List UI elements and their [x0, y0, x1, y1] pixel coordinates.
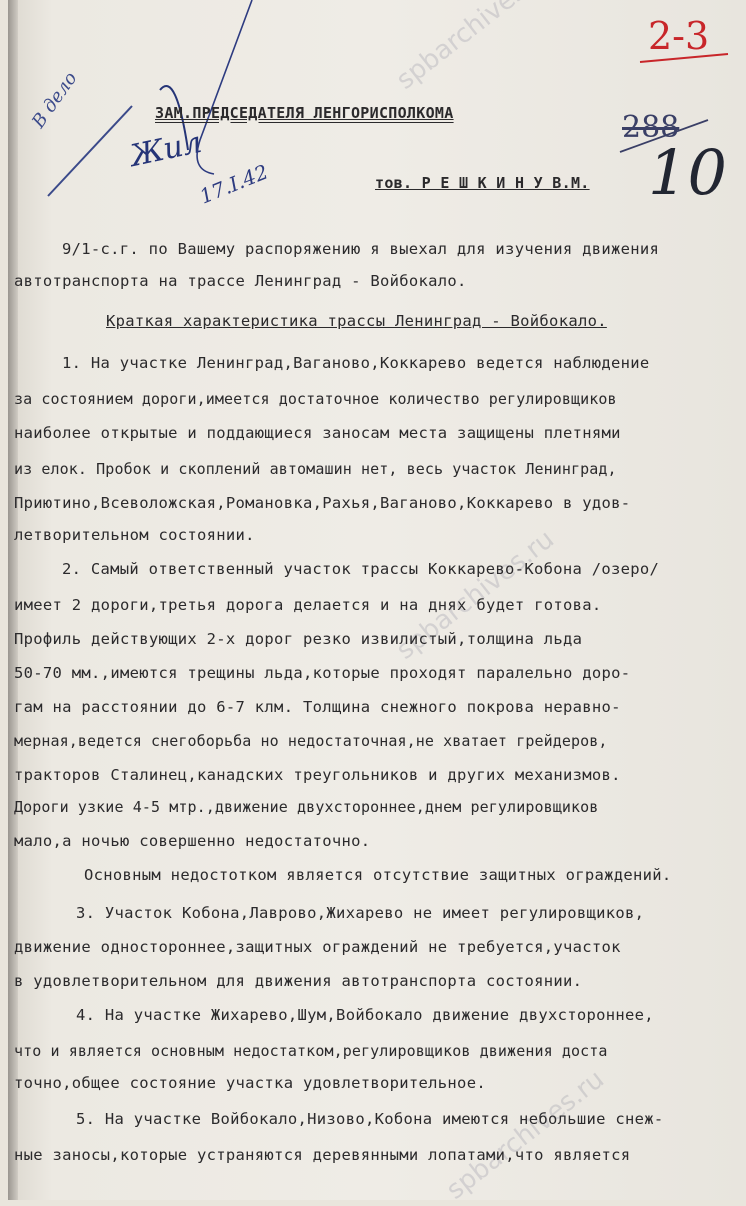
margin-note-date: 17.I.42	[196, 159, 272, 209]
body-line: движение одностороннее,защитных ограждений не требуется,участок	[14, 938, 621, 956]
body-line: 2. Самый ответственный участок трассы Коккарево-Кобона /озеро/	[62, 560, 660, 578]
body-line: точно,общее состояние участка удовлетворительное.	[14, 1074, 486, 1092]
body-line: 50-70 мм.,имеются трещины льда,которые проходят паралельно доро-	[14, 664, 631, 682]
body-line: из елок. Пробок и скоплений автомашин нет, весь участок Ленинград,	[14, 460, 617, 478]
body-line: летворительном состоянии.	[14, 526, 255, 544]
addressee-title: ЗАМ.ПРЕДСЕДАТЕЛЯ ЛЕНГОРИСПОЛКОМА	[155, 104, 454, 122]
body-line: что и является основным недостатком,регулировщиков движения доста	[14, 1042, 608, 1060]
addressee-name: тов. Р Е Ш К И Н У В.М.	[375, 174, 590, 192]
body-line: Профиль действующих 2-х дорог резко извилистый,толщина льда	[14, 630, 583, 648]
intro-line: 9/1-с.г. по Вашему распоряжению я выехал для изучения движения	[62, 240, 660, 258]
body-line: мало,а ночью совершенно недостаточно.	[14, 832, 371, 850]
body-line: 3. Участок Кобона,Лаврово,Жихарево не имеет регулировщиков,	[76, 904, 645, 922]
body-line: в удовлетворительном для движения автотранспорта состоянии.	[14, 972, 583, 990]
section-heading: Краткая характеристика трассы Ленинград - Войбокало.	[106, 312, 607, 330]
body-line: тракторов Сталинец,канадских треугольников и других механизмов.	[14, 766, 621, 784]
body-line: 5. На участке Войбокало,Низово,Кобона имеются небольшие снеж-	[76, 1110, 664, 1128]
margin-note-signature: Жил	[127, 124, 205, 175]
body-line: гам на расстоянии до 6-7 клм. Толщина снежного покрова неравно-	[14, 698, 621, 716]
sheet-number: 10	[648, 136, 727, 209]
body-line: за состоянием дороги,имеется достаточное количество регулировщиков	[14, 390, 617, 408]
body-line: 4. На участке Жихарево,Шум,Войбокало движение двухстороннее,	[76, 1006, 654, 1024]
body-line: Приютино,Всеволожская,Романовка,Рахья,Ваганово,Коккарево в удов-	[14, 494, 631, 512]
body-line: имеет 2 дороги,третья дорога делается и на днях будет готова.	[14, 596, 602, 614]
watermark: spbarchives.ru	[441, 1064, 610, 1206]
margin-note-file: В дело	[28, 68, 82, 133]
body-line: 1. На участке Ленинград,Ваганово,Коккарево ведется наблюдение	[62, 354, 650, 372]
page-number-mark: 2-3	[648, 14, 710, 58]
sheet-number-old: 288	[622, 110, 680, 145]
body-line: Дороги узкие 4-5 мтр.,движение двухстороннее,днем регулировщиков	[14, 798, 599, 816]
body-line: наиболее открытые и поддающиеся заносам места защищены плетнями	[14, 424, 621, 442]
body-line: мерная,ведется снегоборьба но недостаточная,не хватает грейдеров,	[14, 732, 608, 750]
body-line: Основным недостотком является отсутствие защитных ограждений.	[84, 866, 672, 884]
watermark: spbarchives.ru	[391, 524, 560, 666]
intro-line: автотранспорта на трассе Ленинград - Войбокало.	[14, 272, 467, 290]
body-line: ные заносы,которые устраняются деревянными лопатами,что является	[14, 1146, 631, 1164]
